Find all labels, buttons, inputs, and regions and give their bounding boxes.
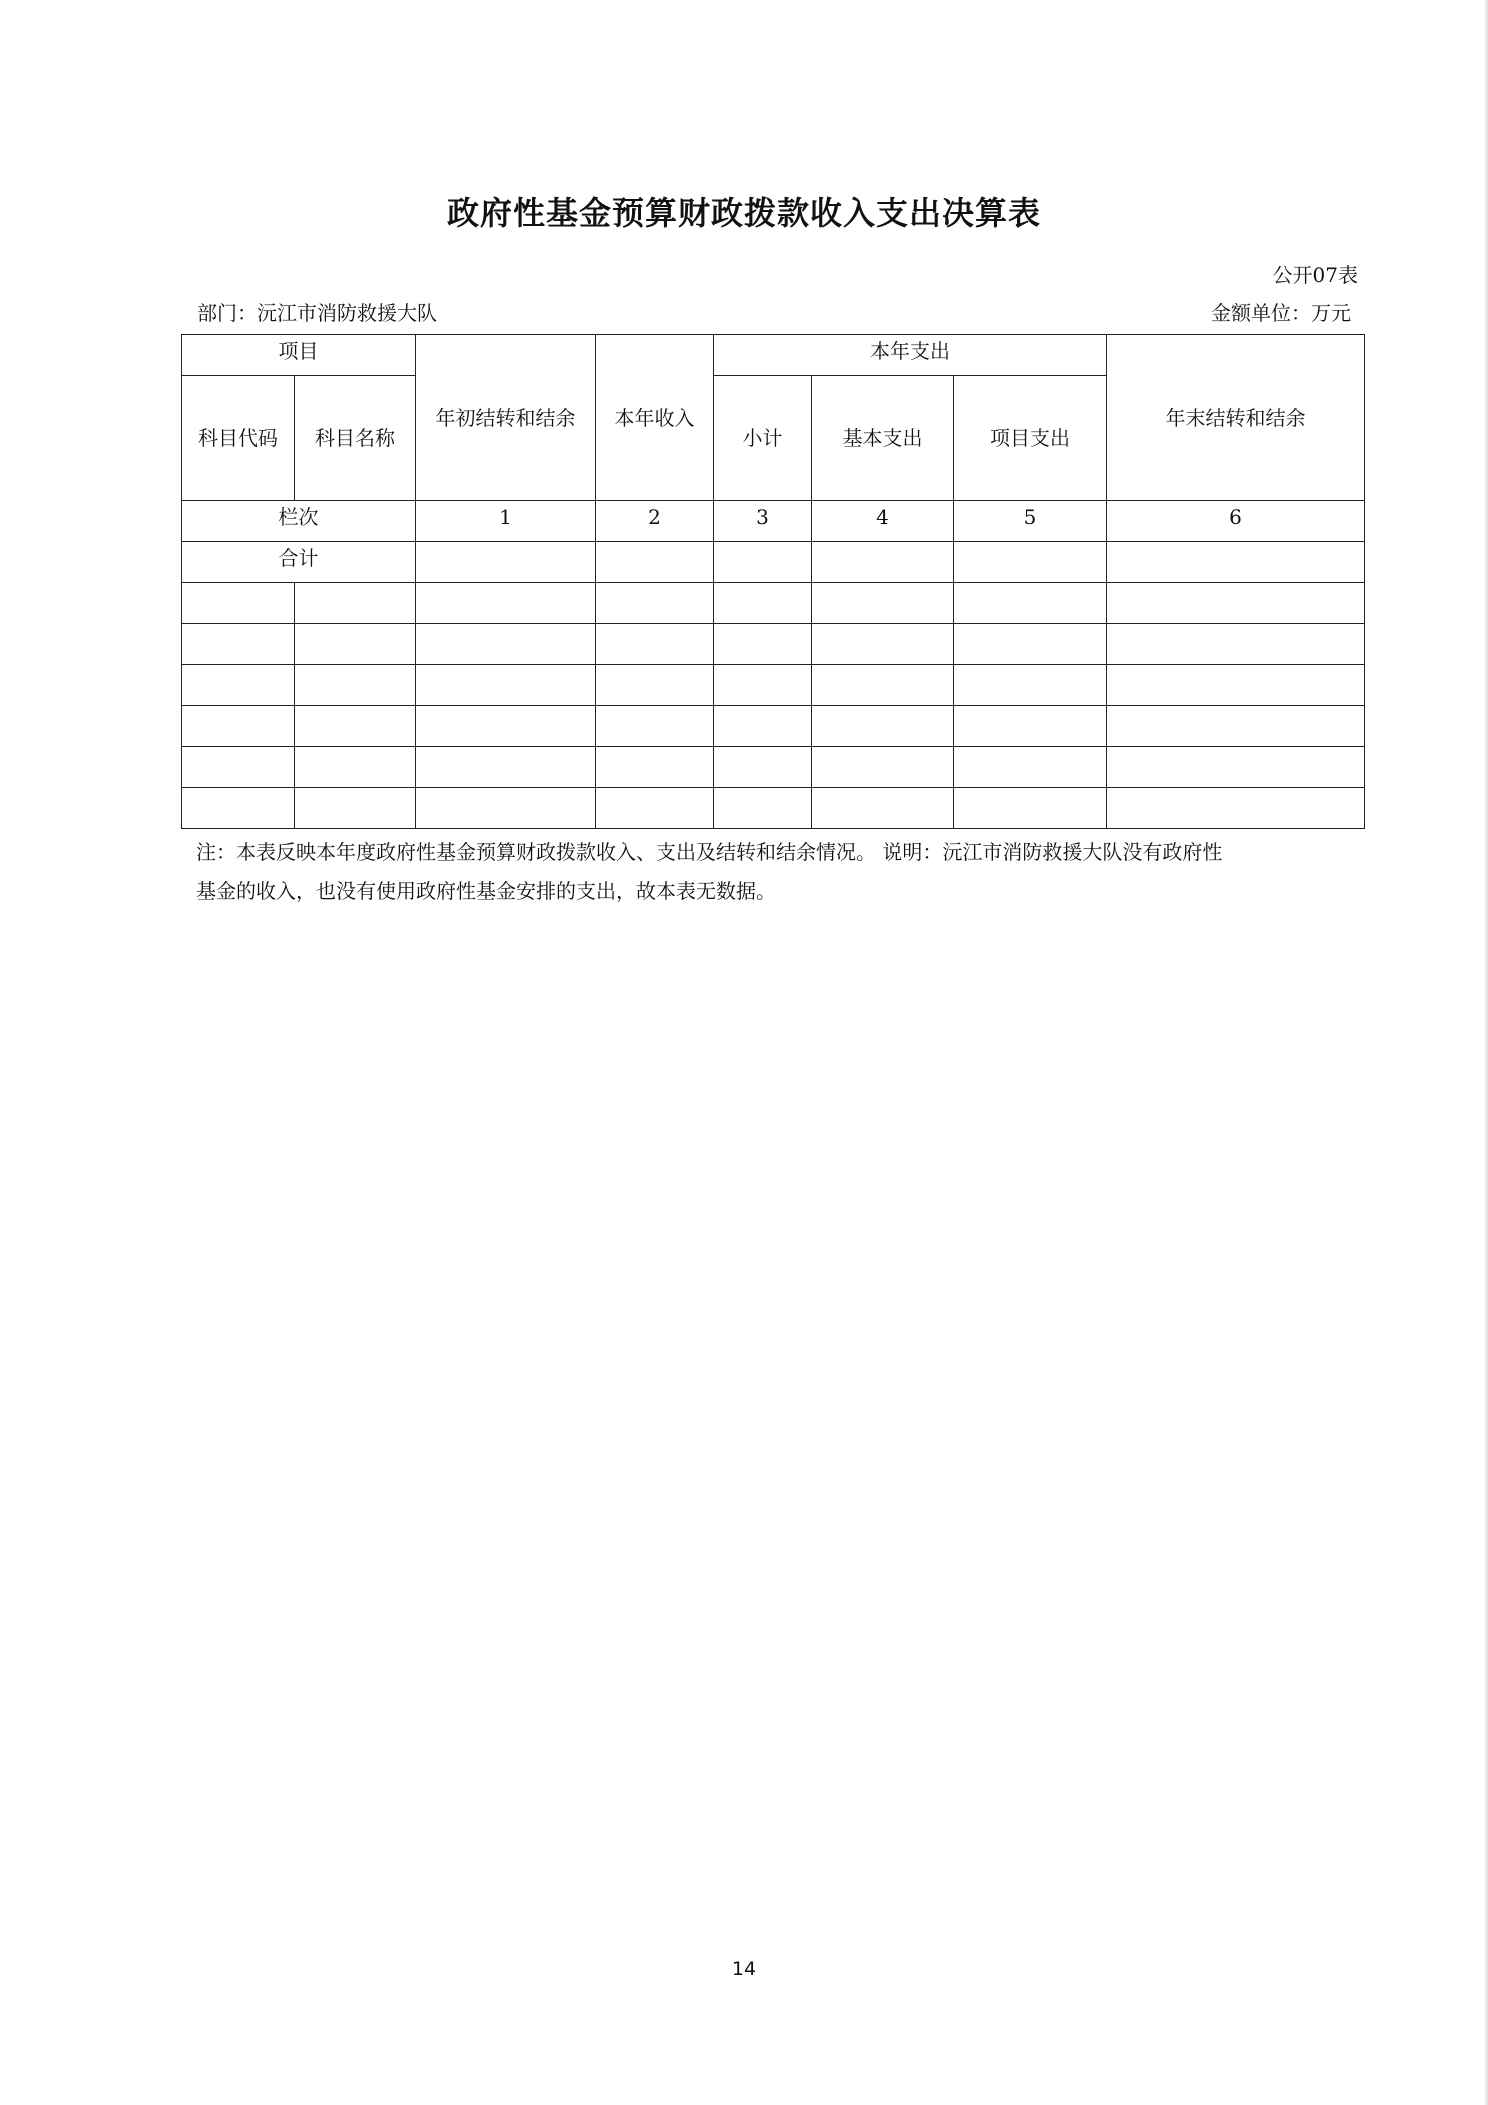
table-cell — [714, 747, 812, 788]
table-cell — [714, 788, 812, 829]
header-project-expenditure: 项目支出 — [954, 376, 1107, 501]
form-code: 公开07表 — [1272, 263, 1358, 287]
page-number: 14 — [731, 1958, 757, 1980]
total-label: 合计 — [182, 542, 416, 583]
table-cell — [416, 706, 596, 747]
header-row-1 — [182, 335, 1365, 376]
header-subject-code: 科目代码 — [182, 376, 295, 501]
table-cell — [182, 624, 295, 665]
table-cell — [596, 788, 714, 829]
table-cell — [295, 788, 416, 829]
table-cell — [954, 706, 1107, 747]
total-cell — [812, 542, 954, 583]
table-cell — [295, 624, 416, 665]
table-cell — [812, 583, 954, 624]
header-beginning-balance: 年初结转和结余 — [416, 335, 596, 501]
table-cell — [812, 788, 954, 829]
table-cell — [182, 747, 295, 788]
table-cell — [1107, 788, 1365, 829]
table-cell — [295, 583, 416, 624]
document-title: 政府性基金预算财政拨款收入支出决算表 — [446, 194, 1041, 232]
table-cell — [812, 706, 954, 747]
table-cell — [596, 583, 714, 624]
table-cell — [954, 583, 1107, 624]
table-cell — [812, 747, 954, 788]
table-cell — [416, 583, 596, 624]
header-current-income: 本年收入 — [596, 335, 714, 501]
header-current-expenditure: 本年支出 — [714, 335, 1107, 376]
header-ending-balance: 年末结转和结余 — [1107, 335, 1365, 501]
table-cell — [596, 624, 714, 665]
table-cell — [954, 624, 1107, 665]
table-row — [182, 665, 1365, 706]
table-row — [182, 747, 1365, 788]
table-cell — [596, 747, 714, 788]
table-cell — [1107, 624, 1365, 665]
department-label: 部门：沅江市消防救援大队 — [197, 301, 437, 325]
total-cell — [954, 542, 1107, 583]
table-cell — [182, 706, 295, 747]
header-subject-name: 科目名称 — [295, 376, 416, 501]
column-index-number: 2 — [596, 501, 714, 542]
table-cell — [954, 788, 1107, 829]
column-index-number: 6 — [1107, 501, 1365, 542]
table-cell — [182, 788, 295, 829]
table-row — [182, 706, 1365, 747]
table-cell — [596, 665, 714, 706]
header-basic-expenditure: 基本支出 — [812, 376, 954, 501]
table-cell — [295, 706, 416, 747]
column-index-row — [182, 501, 1365, 542]
table-cell — [812, 665, 954, 706]
table-cell — [596, 706, 714, 747]
table-cell — [1107, 665, 1365, 706]
table-cell — [182, 583, 295, 624]
table-cell — [714, 624, 812, 665]
column-index-number: 1 — [416, 501, 596, 542]
total-cell — [416, 542, 596, 583]
column-index-number: 4 — [812, 501, 954, 542]
table-cell — [1107, 706, 1365, 747]
table-row — [182, 583, 1365, 624]
amount-unit-label: 金额单位：万元 — [1211, 301, 1351, 325]
table-cell — [295, 665, 416, 706]
table-cell — [714, 706, 812, 747]
table-cell — [1107, 747, 1365, 788]
table-cell — [1107, 583, 1365, 624]
page-edge-shadow — [1484, 0, 1488, 2105]
table-cell — [416, 624, 596, 665]
total-cell — [714, 542, 812, 583]
table-cell — [954, 665, 1107, 706]
table-cell — [954, 747, 1107, 788]
budget-table — [181, 334, 1365, 829]
table-cell — [812, 624, 954, 665]
table-cell — [182, 665, 295, 706]
header-project: 项目 — [182, 335, 416, 376]
total-cell — [1107, 542, 1365, 583]
table-cell — [416, 788, 596, 829]
table-note: 注：本表反映本年度政府性基金预算财政拨款收入、支出及结转和结余情况。 说明：沅江市消防救援大队没有政府性基金的收入，也没有使用政府性基金安排的支出，故本表无数据。 — [196, 840, 1223, 903]
table-cell — [416, 665, 596, 706]
header-subtotal: 小计 — [714, 376, 812, 501]
table-cell — [714, 583, 812, 624]
total-cell — [596, 542, 714, 583]
total-row — [182, 542, 1365, 583]
table-cell — [295, 747, 416, 788]
table-cell — [416, 747, 596, 788]
table-row — [182, 788, 1365, 829]
column-index-number: 5 — [954, 501, 1107, 542]
column-index-label: 栏次 — [182, 501, 416, 542]
table-cell — [714, 665, 812, 706]
table-row — [182, 624, 1365, 665]
column-index-number: 3 — [714, 501, 812, 542]
